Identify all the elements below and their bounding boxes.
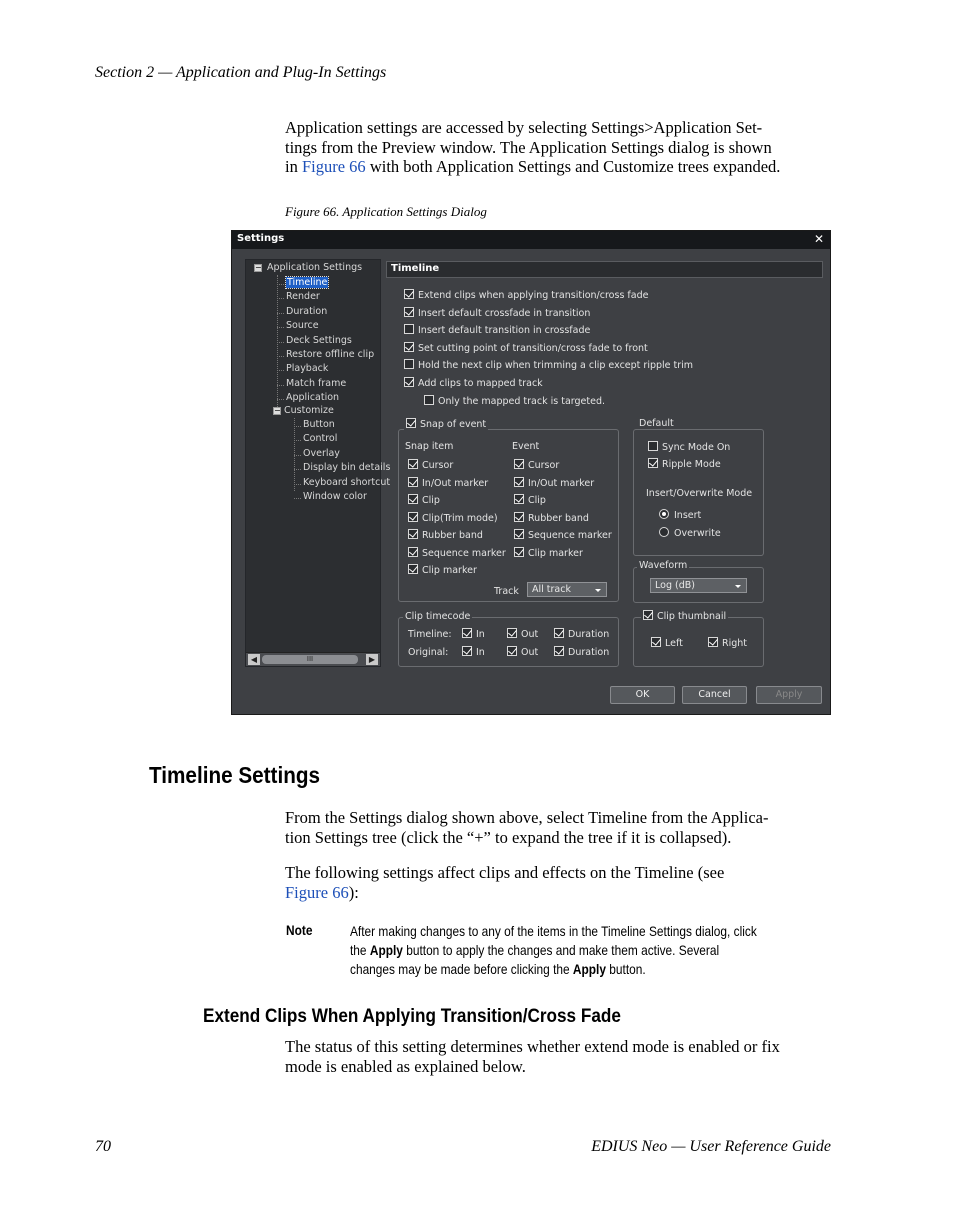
snap-item-header: Snap item [405,441,454,452]
tree-connector [294,484,301,485]
tree-connector [277,342,284,343]
tree-item-customize[interactable]: Customize [284,405,334,416]
extend-line-2: mode is enabled as explained below. [285,1056,526,1076]
chevron-down-icon [735,585,741,588]
dialog-title: Settings [237,233,285,244]
snap-item-checkbox[interactable] [408,547,506,559]
tree-connector [277,327,284,328]
checkbox-icon [408,459,418,469]
checkbox-icon [648,458,658,468]
timecode-checkbox[interactable] [554,628,609,640]
note-label: Note [286,922,313,938]
checkbox-icon [514,459,524,469]
note-line-3 [350,960,792,979]
tree-item-source[interactable] [286,320,319,331]
option-checkbox[interactable] [404,289,648,301]
event-item-label: Rubber band [528,512,589,524]
track-select-value: All track [532,584,571,595]
snap-item-label: In/Out marker [422,477,489,489]
page-number: 70 [95,1138,111,1155]
collapse-icon[interactable]: − [274,406,281,415]
option-label: Hold the next clip when trimming a clip except ripple trim [418,360,694,372]
scroll-thumb[interactable]: III [262,655,358,664]
tree-item-label: Overlay [303,447,340,459]
event-item-checkbox[interactable] [514,477,594,489]
tree-item-playback[interactable] [286,363,328,374]
tree-item-label: Window color [303,491,367,502]
tree-item-label: Button [303,419,335,430]
tree-connector [294,440,301,441]
event-item-checkbox[interactable] [514,494,546,506]
snap-item-label: Clip(Trim mode) [422,512,498,524]
close-icon[interactable]: ✕ [813,232,824,246]
tree-item-label: Source [286,320,319,332]
timecode-checkbox[interactable] [462,628,485,640]
tree-connector [277,284,284,285]
tree-item-label: Timeline [287,277,328,288]
checkbox-icon [408,529,418,539]
tree-item-label: Display bin details [303,462,391,474]
intro-line-1: Application settings are accessed by selecting Settings>Application Set- [285,118,763,137]
chevron-down-icon [595,589,601,592]
tree-connector [277,385,284,386]
checkbox-icon [408,512,418,522]
tree-item-control[interactable] [303,433,337,444]
option-checkbox[interactable] [404,377,543,389]
tree-item-render[interactable] [286,291,320,302]
section-header: Section 2 — Application and Plug-In Settings [95,64,387,81]
timeline-p2-line-2 [285,883,724,903]
checkbox-icon [408,494,418,504]
timecode-label: In [476,647,485,658]
sync-mode-checkbox[interactable] [648,441,730,453]
thumbnail-right-checkbox[interactable] [708,637,747,649]
tree-connector [277,275,278,415]
checkbox-icon [404,324,414,334]
clip-thumbnail-label: Clip thumbnail [657,611,727,622]
thumbnail-left-label: Left [665,638,683,649]
snap-item-label: Clip marker [422,565,477,576]
tree-item-display-bin-details[interactable] [303,462,390,473]
checkbox-icon [404,342,414,352]
event-item-checkbox[interactable] [514,459,559,471]
original-row-label: Original: [408,647,449,658]
intro-line-3-post: with both Application Settings and Customize trees expanded. [365,157,781,176]
checkbox-icon [408,547,418,557]
tree-item-label: Deck Settings [286,334,352,346]
checkbox-icon [507,628,517,638]
checkbox-icon [404,289,414,299]
timecode-label: Duration [568,647,610,658]
radio-icon [659,509,669,519]
event-item-label: Cursor [528,460,560,471]
snap-item-label: Sequence marker [422,547,506,559]
figure-66-link[interactable]: Figure 66 [301,157,366,176]
snap-item-checkbox[interactable] [408,494,440,506]
timeline-p1-line-1: From the Settings dialog shown above, select Timeline from the Applica- [285,808,769,827]
intro-line-3-pre: in [285,157,302,176]
tree-item-overlay[interactable] [303,448,340,459]
insert-overwrite-mode-label: Insert/Overwrite Mode [646,488,753,499]
checkbox-icon [408,564,418,574]
tree-item-button[interactable] [303,419,335,430]
checkbox-icon [404,377,414,387]
timeline-settings-heading: Timeline Settings [149,762,321,788]
tree-item-match-frame[interactable] [286,378,346,389]
checkbox-icon [462,628,472,638]
checkbox-icon [651,637,661,647]
default-group-label: Default [639,418,674,429]
option-label: Extend clips when applying transition/cross fade [418,290,649,301]
note-l3-pre: changes may be made before clicking the [350,961,573,977]
snap-item-checkbox[interactable] [408,459,453,471]
tree-item-application[interactable] [286,392,339,403]
checkbox-icon [514,512,524,522]
snap-item-checkbox[interactable] [408,564,477,576]
tree-connector [277,399,284,400]
checkbox-icon [507,646,517,656]
mapped-only-checkbox[interactable] [424,395,605,407]
dialog-titlebar [232,231,830,249]
note-l2-pre: the [350,942,370,958]
waveform-group-label: Waveform [639,560,688,571]
timeline-row-label: Timeline: [408,629,452,640]
option-label: Set cutting point of transition/cross fade to front [418,342,648,354]
settings-tree [245,259,391,667]
tree-item-window-color[interactable] [303,491,367,502]
scroll-left-icon[interactable]: ◀ [248,654,260,665]
tree-connector [277,370,284,371]
insert-label: Insert [674,510,702,521]
tree-horizontal-scrollbar[interactable] [246,652,380,666]
note-line-2 [350,941,792,960]
note-text [350,922,792,979]
note-line-1: After making changes to any of the items in the Timeline Settings dialog, click [350,923,757,939]
radio-icon [659,527,669,537]
overwrite-radio[interactable] [659,527,721,539]
tree-item-label: Duration [286,305,328,317]
snap-item-label: Cursor [422,460,454,471]
timeline-paragraph-1 [285,808,768,847]
tree-item-label: Application [286,392,340,404]
tree-item-timeline[interactable] [286,277,328,288]
tree-item-deck-settings[interactable] [286,335,352,346]
tree-item-restore-offline-clip[interactable] [286,349,374,360]
event-item-label: Sequence marker [528,530,612,541]
option-checkbox[interactable] [404,307,590,319]
ok-button[interactable]: OK [610,686,675,704]
timecode-label: Duration [568,629,610,640]
option-label: Insert default transition in crossfade [418,325,591,337]
note-l3-bold: Apply [572,961,606,977]
timecode-checkbox[interactable] [507,628,538,640]
event-item-label: Clip marker [528,547,583,559]
overwrite-label: Overwrite [674,528,721,539]
timeline-p1-line-2: tion Settings tree (click the “+” to expand the tree if it is collapsed). [285,827,732,847]
event-item-checkbox[interactable] [514,529,612,541]
timecode-checkbox[interactable] [554,646,609,658]
note-l2-bold: Apply [369,942,403,958]
tree-connector [277,313,284,314]
waveform-select-value: Log (dB) [655,580,695,591]
timecode-checkbox[interactable] [507,646,538,658]
cancel-button[interactable]: Cancel [682,686,747,704]
mapped-only-label: Only the mapped track is targeted. [438,396,606,407]
tree-item-label: Render [286,291,320,303]
checkbox-icon [462,646,472,656]
option-checkbox[interactable] [404,359,693,371]
intro-line-3 [285,157,780,177]
track-label: Track [494,586,519,597]
clip-timecode-label: Clip timecode [405,611,471,622]
clip-thumbnail-checkbox[interactable] [641,610,728,622]
extend-clips-heading: Extend Clips When Applying Transition/Cross Fade [203,1005,621,1027]
event-item-label: Clip [528,495,546,506]
figure-66-link[interactable]: Figure 66 [285,882,349,902]
option-label: Add clips to mapped track [418,378,543,389]
timecode-label: In [476,629,485,640]
checkbox-icon [643,610,653,620]
checkbox-icon [404,359,414,369]
snap-item-checkbox[interactable] [408,477,488,489]
tree-item-keyboard-shortcut[interactable] [303,477,390,488]
checkbox-icon [424,395,434,405]
checkbox-icon [406,418,416,428]
extend-paragraph [285,1037,780,1076]
tree-item-duration[interactable] [286,306,327,317]
clip-timecode-group [398,617,619,667]
intro-line-2: tings from the Preview window. The Application Settings dialog is shown [285,137,772,157]
intro-paragraph [285,118,780,177]
snap-item-label: Rubber band [422,530,483,541]
tree-connector [294,469,301,470]
tree-item-label: Control [303,433,338,445]
option-checkbox[interactable] [404,324,590,336]
tree-connector [294,426,301,427]
tree-root-application-settings[interactable]: Application Settings [267,262,363,273]
timecode-label: Out [521,629,539,640]
ripple-mode-label: Ripple Mode [662,459,721,470]
event-item-checkbox[interactable] [514,547,583,559]
figure-caption: Figure 66. Application Settings Dialog [285,204,487,219]
event-header: Event [512,441,540,452]
event-item-checkbox[interactable] [514,512,589,524]
note-l2-post: button to apply the changes and make them active. Several [402,942,720,958]
sync-mode-label: Sync Mode On [662,442,731,453]
settings-dialog [231,230,831,715]
tree-connector [277,356,284,357]
collapse-icon[interactable]: − [255,263,262,272]
timeline-p2-post: ): [348,882,359,902]
checkbox-icon [554,646,564,656]
scroll-right-icon[interactable]: ▶ [366,654,378,665]
timecode-checkbox[interactable] [462,646,485,658]
tree-item-label: Restore offline clip [286,349,375,360]
checkbox-icon [648,441,658,451]
option-label: Insert default crossfade in transition [418,307,591,319]
panel-title: Timeline [386,261,823,278]
checkbox-icon [404,307,414,317]
tree-item-label: Keyboard shortcut [303,476,391,488]
snap-item-label: Clip [422,495,440,506]
checkbox-icon [514,477,524,487]
checkbox-icon [708,637,718,647]
tree-item-label: Playback [286,363,329,375]
checkbox-icon [408,477,418,487]
checkbox-icon [554,628,564,638]
checkbox-icon [514,494,524,504]
checkbox-icon [514,529,524,539]
tree-connector [277,298,284,299]
snap-of-event-label: Snap of event [420,419,487,430]
apply-button[interactable]: Apply [756,686,822,704]
timeline-p2-line-1: The following settings affect clips and effects on the Timeline (see [285,863,725,882]
snap-item-checkbox[interactable] [408,529,483,541]
note-l3-post: button. [605,961,646,977]
tree-connector [294,498,301,499]
snap-of-event-checkbox[interactable] [404,418,488,430]
tree-connector [294,455,301,456]
insert-radio[interactable] [659,509,701,521]
checkbox-icon [514,547,524,557]
extend-line-1: The status of this setting determines whether extend mode is enabled or fix [285,1037,780,1056]
snap-item-checkbox[interactable] [408,512,498,524]
timeline-paragraph-2 [285,863,724,902]
ripple-mode-checkbox[interactable] [648,458,721,470]
thumbnail-left-checkbox[interactable] [651,637,683,649]
thumbnail-right-label: Right [722,638,748,649]
event-item-label: In/Out marker [528,477,595,489]
option-checkbox[interactable] [404,342,648,354]
track-select[interactable] [527,582,607,597]
footer-guide-title: EDIUS Neo — User Reference Guide [591,1138,831,1155]
timecode-label: Out [521,647,539,658]
tree-item-label: Match frame [286,377,347,389]
waveform-select[interactable] [650,578,747,593]
